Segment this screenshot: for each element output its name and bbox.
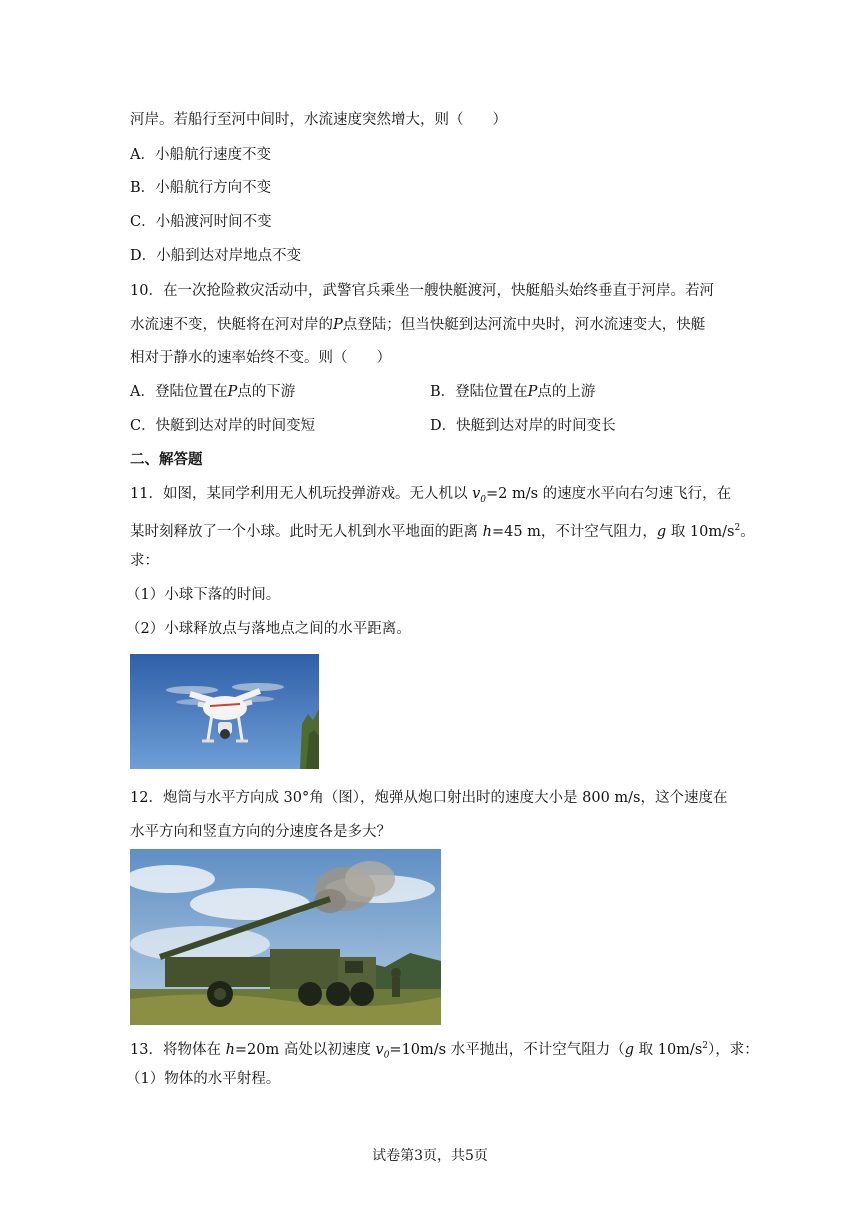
- q10-line-3: 相对于静水的速率始终不变。则（ ）: [130, 350, 391, 366]
- q11-line-2: 某时刻释放了一个小球。此时无人机到水平地面的距离 h=45 m，不计空气阻力，g 取 $10m/s^2$。: [130, 523, 755, 540]
- q9-option-a: A．小船航行速度不变: [130, 147, 271, 163]
- q10-line-1: 10．在一次抢险救灾活动中，武警官兵乘坐一艘快艇渡河，快艇船头始终垂直于河岸。若河: [130, 283, 714, 299]
- q9-option-c: C．小船渡河时间不变: [130, 214, 272, 230]
- q9-stem-tail: 河岸。若船行至河中间时，水流速度突然增大，则（ ）: [130, 112, 507, 128]
- q9-option-d: D．小船到达对岸地点不变: [130, 248, 302, 264]
- q11-sub-1: （1）小球下落的时间。: [126, 587, 281, 603]
- q13-line-1: 13．将物体在 h=20m 高处以初速度 $v_0=10m/s$ 水平抛出，不计空气阻力（g 取 $10m/s^2$），求：: [130, 1041, 759, 1061]
- q11-sub-2: （2）小球释放点与落地点之间的水平距离。: [126, 621, 411, 637]
- q10-option-a: A．登陆位置在P点的下游: [130, 384, 296, 400]
- q10-option-c: C．快艇到达对岸的时间变短: [130, 418, 316, 434]
- q10-option-d: D．快艇到达对岸的时间变长: [430, 418, 616, 434]
- q11-line-3: 求：: [130, 553, 159, 569]
- q13-sub-1: （1）物体的水平射程。: [126, 1071, 281, 1087]
- q9-option-b: B．小船航行方向不变: [130, 180, 272, 196]
- artillery-photo: [130, 849, 441, 1025]
- page-footer: 试卷第3页，共5页: [372, 1148, 488, 1164]
- q12-line-1: 12．炮筒与水平方向成 30°角（图），炮弹从炮口射出时的速度大小是 800 m/s，这个速度在: [130, 790, 728, 806]
- q11-line-1: 11．如图，某同学利用无人机玩投弹游戏。无人机以 $v_0=2$ m/s 的速度水平向右匀速飞行，在: [130, 486, 732, 505]
- q10-option-b: B．登陆位置在P点的上游: [430, 384, 596, 400]
- q10-line-2: 水流速不变，快艇将在河对岸的P点登陆；但当快艇到达河流中央时，河水流速变大，快艇: [130, 317, 706, 333]
- section-heading: 二、解答题: [130, 451, 203, 468]
- q12-line-2: 水平方向和竖直方向的分速度各是多大？: [130, 824, 391, 840]
- drone-photo: [130, 654, 319, 769]
